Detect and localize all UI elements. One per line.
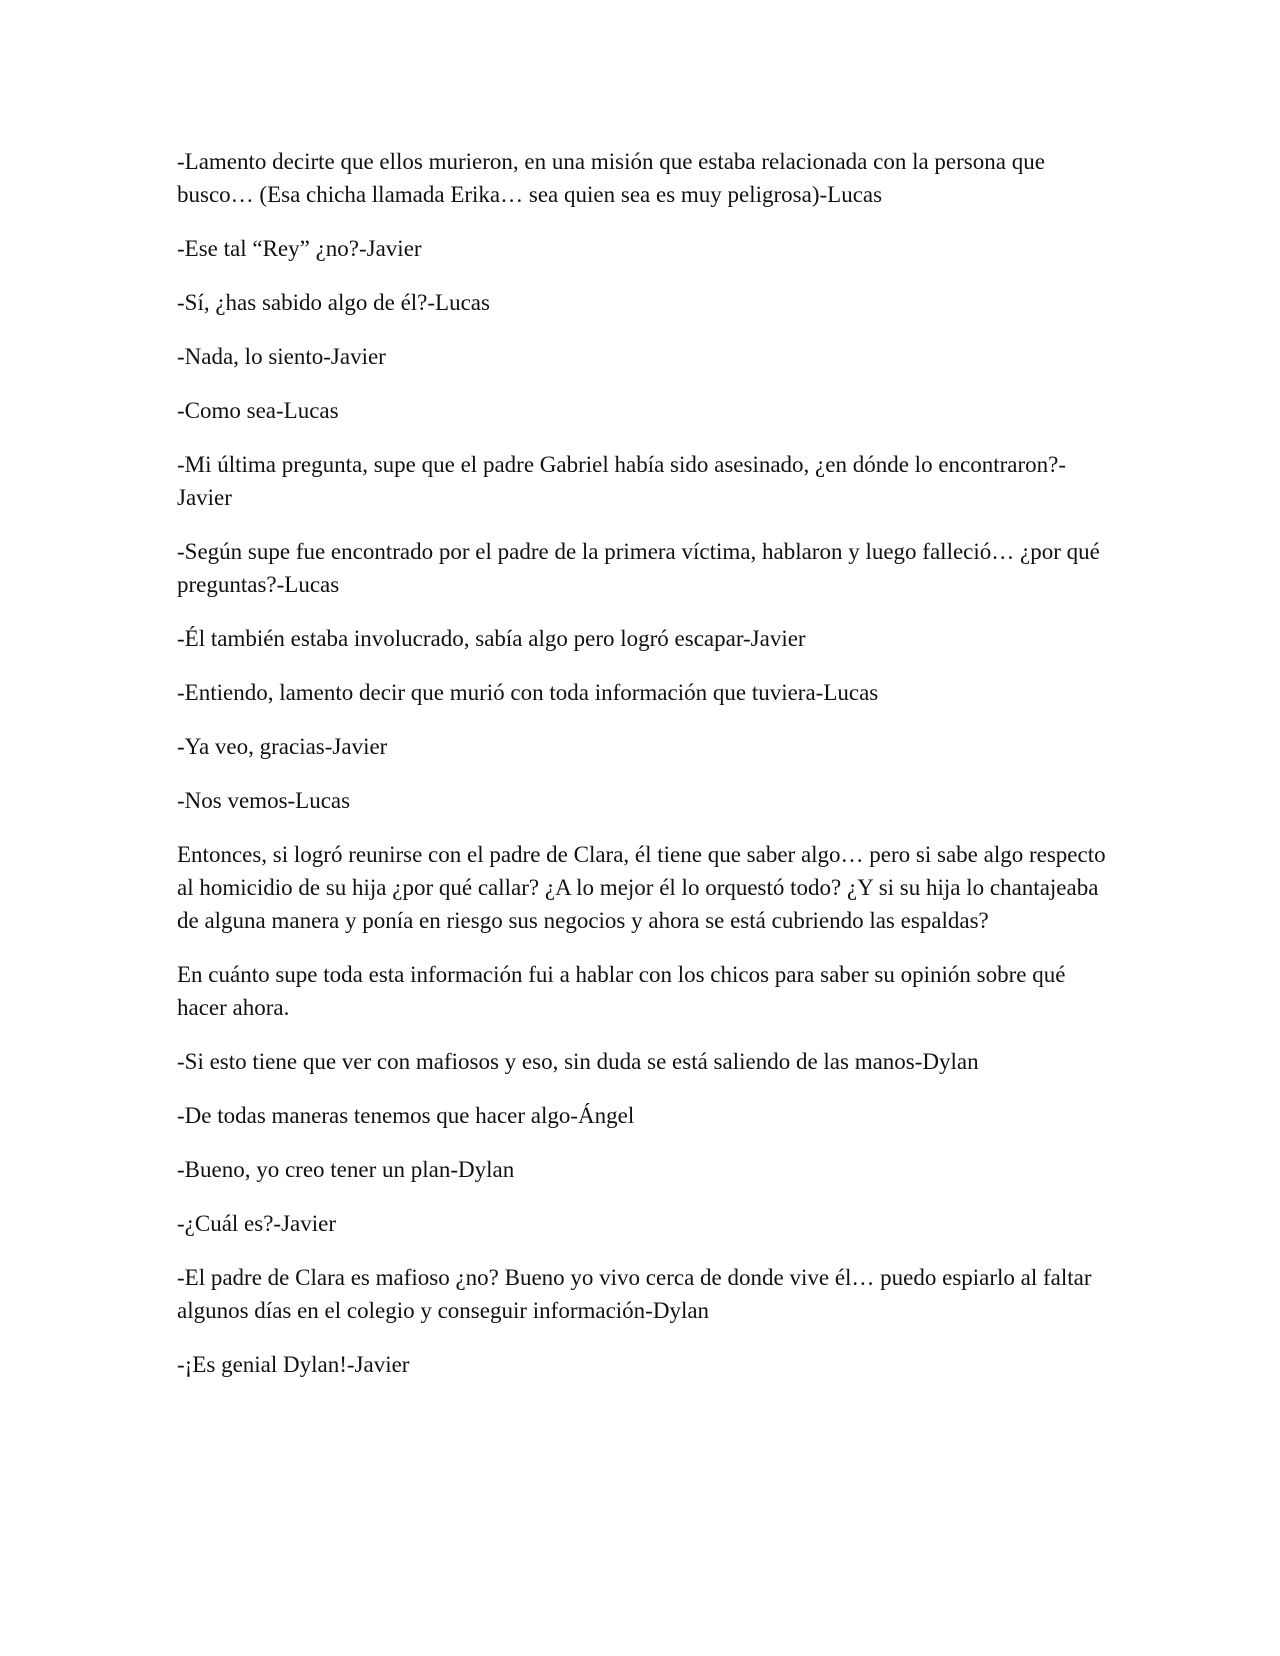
- paragraph-17: -¿Cuál es?-Javier: [177, 1211, 337, 1236]
- paragraph-11: -Nos vemos-Lucas: [177, 788, 351, 813]
- paragraph-18: -El padre de Clara es mafioso ¿no? Bueno yo vivo cerca de donde vive él… puedo espiarlo al faltar algunos días en el colegio y conseguir información-Dylan: [177, 1265, 1092, 1323]
- paragraph-5: -Como sea-Lucas: [177, 398, 339, 423]
- document-body: [177, 145, 1117, 1402]
- paragraph-3: -Sí, ¿has sabido algo de él?-Lucas: [177, 290, 490, 315]
- paragraph-16: -Bueno, yo creo tener un plan-Dylan: [177, 1157, 515, 1182]
- paragraph-8: -Él también estaba involucrado, sabía algo pero logró escapar-Javier: [177, 626, 806, 651]
- paragraph-6: -Mi última pregunta, supe que el padre Gabriel había sido asesinado, ¿en dónde lo encontraron?-Javier: [177, 452, 1067, 510]
- paragraph-7: -Según supe fue encontrado por el padre de la primera víctima, hablaron y luego falleció… ¿por qué preguntas?-Lucas: [177, 539, 1100, 597]
- paragraph-9: -Entiendo, lamento decir que murió con toda información que tuviera-Lucas: [177, 680, 879, 705]
- paragraph-15: -De todas maneras tenemos que hacer algo-Ángel: [177, 1103, 635, 1128]
- paragraph-10: -Ya veo, gracias-Javier: [177, 734, 388, 759]
- paragraph-4: -Nada, lo siento-Javier: [177, 344, 386, 369]
- paragraph-2: -Ese tal “Rey” ¿no?-Javier: [177, 236, 422, 261]
- paragraph-19: -¡Es genial Dylan!-Javier: [177, 1352, 410, 1377]
- paragraph-13: En cuánto supe toda esta información fui a hablar con los chicos para saber su opinión sobre qué hacer ahora.: [177, 962, 1066, 1020]
- paragraph-14: -Si esto tiene que ver con mafiosos y eso, sin duda se está saliendo de las manos-Dylan: [177, 1049, 979, 1074]
- paragraph-1: -Lamento decirte que ellos murieron, en una misión que estaba relacionada con la persona que busco… (Esa chicha llamada Erika… sea quien sea es muy peligrosa)-Lucas: [177, 149, 1045, 207]
- paragraph-12: Entonces, si logró reunirse con el padre de Clara, él tiene que saber algo… pero si sabe algo respecto al homicidio de su hija ¿por qué callar? ¿A lo mejor él lo orquestó todo? ¿Y si su hija lo chantajeaba de alguna manera y ponía en riesgo sus negocios y ahora se está cubriendo las espaldas?: [177, 842, 1106, 933]
